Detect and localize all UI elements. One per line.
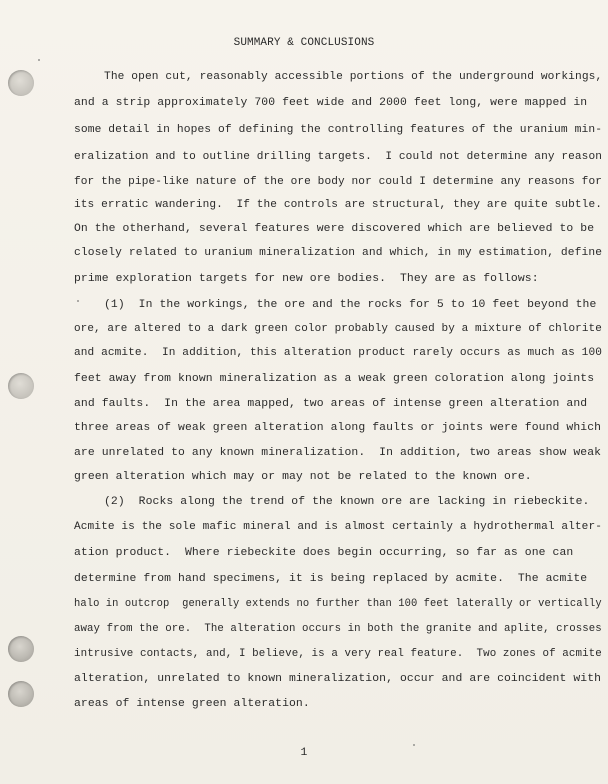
punch-hole-lower [8,636,34,662]
text-line: are unrelated to any known mineralization. In addition, two areas show weak [74,447,602,459]
text-line: ation product. Where riebeckite does begin occurring, so far as one can [74,547,574,559]
text-line: determine from hand specimens, it is being replaced by acmite. The acmite [74,573,588,585]
text-line: away from the ore. The alteration occurs in both the granite and aplite, crosses [74,623,602,635]
text-line: and faults. In the area mapped, two areas of intense green alteration and [74,398,588,410]
text-line: and a strip approximately 700 feet wide and 2000 feet long, were mapped in [74,97,588,109]
text-line: feet away from known mineralization as a weak green coloration along joints [74,373,595,385]
text-line: (2) Rocks along the trend of the known ore are lacking in riebeckite. [104,496,590,508]
text-line: intrusive contacts, and, I believe, is a very real feature. Two zones of acmite [74,648,602,660]
text-line: prime exploration targets for new ore bodies. They are as follows: [74,273,539,285]
text-line: eralization and to outline drilling targets. I could not determine any reason [74,151,602,163]
text-line: closely related to uranium mineralization and which, in my estimation, define [74,247,603,259]
document-title: SUMMARY & CONCLUSIONS [233,37,375,49]
text-line: alteration, unrelated to known mineralization, occur and are coincident with [74,673,602,685]
text-line: (1) In the workings, the ore and the rocks for 5 to 10 feet beyond the [104,299,597,311]
punch-hole-middle [8,373,34,399]
text-line: for the pipe-like nature of the ore body nor could I determine any reasons for [74,176,602,188]
text-line: On the otherhand, several features were discovered which are believed to be [74,223,595,235]
paper-speck [413,744,415,746]
text-line: areas of intense green alteration. [74,698,310,710]
text-line: and acmite. In addition, this alteration product rarely occurs as much as 100 [74,347,602,359]
paper-speck [38,59,40,61]
paper-speck [77,300,79,302]
text-line: halo in outcrop generally extends no further than 100 feet laterally or vertically [74,598,602,610]
punch-hole-top [8,70,34,96]
text-line: Acmite is the sole mafic mineral and is almost certainly a hydrothermal alter- [74,521,602,533]
text-line: The open cut, reasonably accessible portions of the underground workings, [104,71,603,83]
text-line: green alteration which may or may not be related to the known ore. [74,471,532,483]
text-line: three areas of weak green alteration along faults or joints were found which [74,422,602,434]
punch-hole-bottom [8,681,34,707]
text-line: ore, are altered to a dark green color probably caused by a mixture of chlorite [74,323,602,335]
text-line: some detail in hopes of defining the controlling features of the uranium min- [74,124,603,136]
page-number: 1 [300,747,308,759]
text-line: its erratic wandering. If the controls are structural, they are quite subtle. [74,199,602,211]
